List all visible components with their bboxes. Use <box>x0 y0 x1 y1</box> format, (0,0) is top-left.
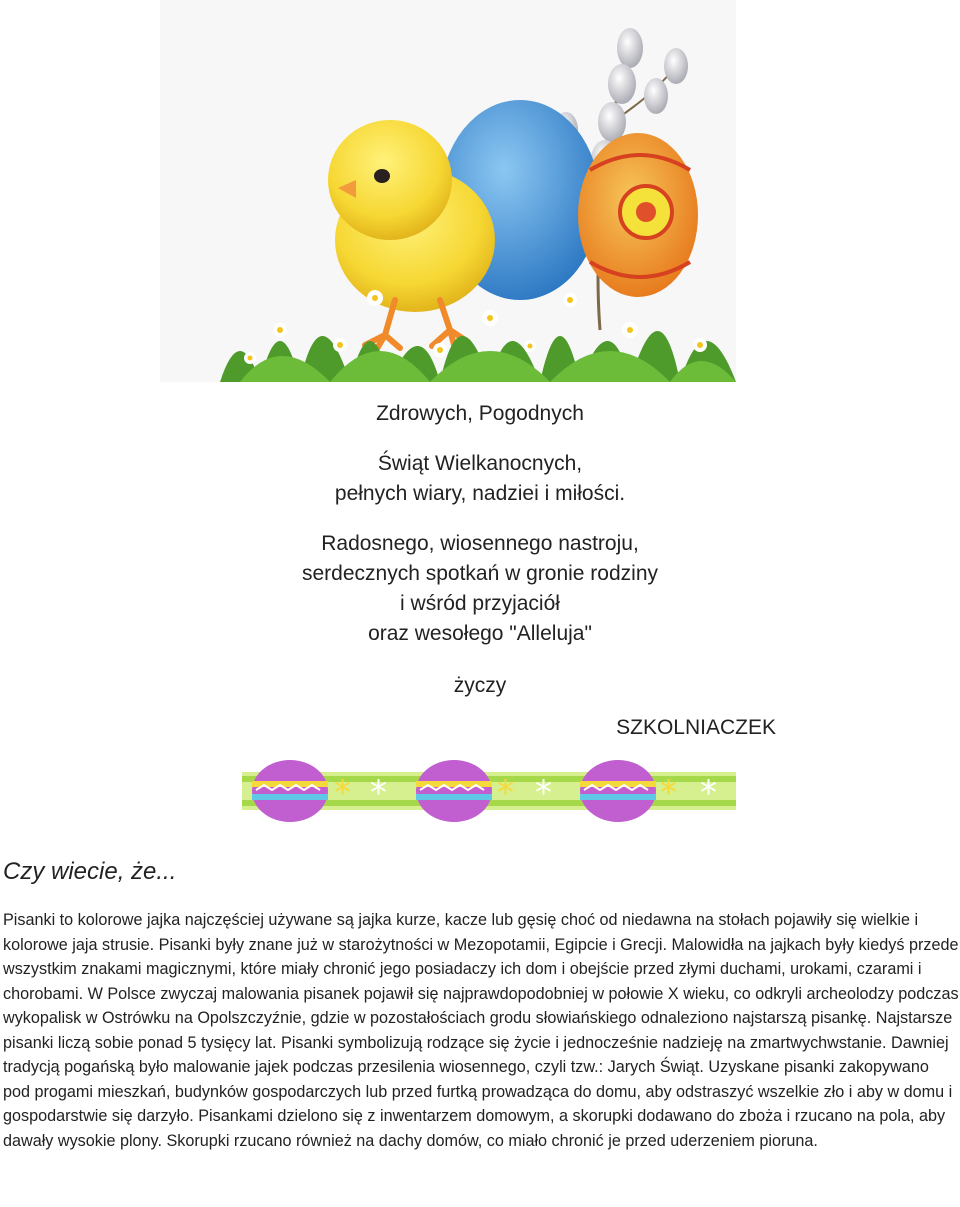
svg-text:*: * <box>334 773 351 813</box>
svg-text:*: * <box>660 773 677 813</box>
greeting-line-7: oraz wesołego "Alleluja" <box>368 622 592 645</box>
greeting-line-3: pełnych wiary, nadziei i miłości. <box>334 482 626 505</box>
easter-illustration <box>160 0 736 382</box>
facts-heading: Czy wiecie, że... <box>3 858 177 885</box>
orange-egg <box>578 133 698 297</box>
greeting-line-6: i wśród przyjaciół <box>400 592 560 615</box>
svg-text:*: * <box>497 773 514 813</box>
greeting-line-4: Radosnego, wiosennego nastroju, <box>321 532 639 555</box>
greeting-line-1: Zdrowych, Pogodnych <box>376 402 584 425</box>
easter-egg-border <box>242 758 736 829</box>
facts-text: Pisanki to kolorowe jajka najczęściej używane są jajka kurze, kacze lub gęsię choć od niedawna na stołach pojawiły się wielkie i kolorowe jaja strusie. Pisanki były znane już w starożytności w Mezopotamii, Egipcie i Grecji. Malowidła na jajkach były kiedyś przede wszystkim znakami magicznymi, które miały chronić jego posiadaczy ich dom i obejście przed złymi duchami, urokami, czarami i chorobami. W Polsce zwyczaj malowania pisanek pojawił się najprawdopodobniej w połowie X wieku, co odkryli archeolodzy podczas wykopalisk w Ostrówku na Opolszczyźnie, gdzie w pozostałościach grodu słowiańskiego odnaleziono najstarszą pisankę. Najstarsze pisanki liczą sobie ponad 5 tysięcy lat. Pisanki symbolizują rodzące się życie i jednocześnie nadzieję na zmartwychwstanie. Dawniej tradycją pogańską było malowanie jajek podczas przesilenia wiosennego, czyli tzw.: Jarych Świąt. Uzyskane pisanki zakopywano pod progami mieszkań, budynków gospodarczych lub przed furtką prowadząca do domu, aby odstraszyć wszelkie zło i aby w domu i gospodarstwie się darzyło. Pisankami dzielono się z inwentarzem domowym, a skorupki dodawano do zboża i rzucano na pola, aby dawały wysokie plony. Skorupki rzucano również na dachy domów, co miało chronić je przed uderzeniem pioruna. <box>3 911 959 1150</box>
greeting-line-2: Świąt Wielkanocnych, <box>377 452 583 475</box>
greeting-block-2 <box>0 529 960 649</box>
egg-2 <box>416 760 492 822</box>
greeting-line-8: życzy <box>453 674 507 697</box>
svg-text:*: * <box>700 773 717 813</box>
greeting-block-1 <box>0 449 960 509</box>
greeting-line-5: serdecznych spotkań w gronie rodziny <box>301 562 658 585</box>
facts-paragraph <box>3 908 959 1153</box>
svg-text:*: * <box>370 773 387 813</box>
egg-3 <box>580 760 656 822</box>
egg-1 <box>252 760 328 822</box>
svg-text:*: * <box>535 773 552 813</box>
signature: SZKOLNIACZEK <box>616 716 776 739</box>
